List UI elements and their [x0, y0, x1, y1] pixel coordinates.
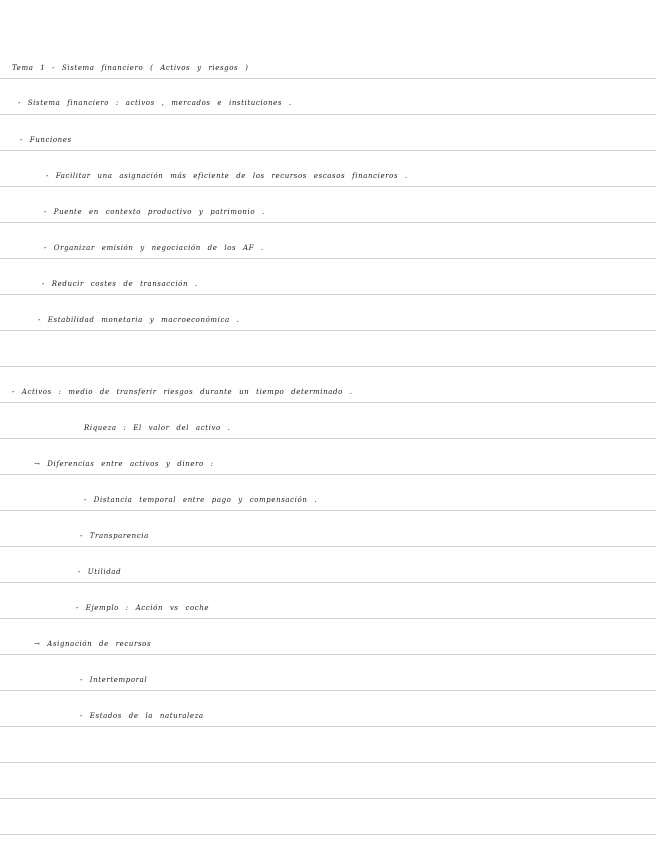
- ruled-line: [0, 438, 656, 439]
- note-line: → Asignación de recursos: [34, 640, 152, 648]
- ruled-line: [0, 798, 656, 799]
- ruled-line: [0, 474, 656, 475]
- note-line: Riqueza : El valor del activo .: [84, 424, 231, 432]
- ruled-line: [0, 762, 656, 763]
- ruled-line: [0, 510, 656, 511]
- note-line: - Organizar emisión y negociación de los AF .: [44, 244, 264, 252]
- note-line: - Intertemporal: [80, 676, 148, 684]
- ruled-line: [0, 582, 656, 583]
- ruled-line: [0, 186, 656, 187]
- heading-tema-1: Tema 1 - Sistema financiero ( Activos y riesgos ): [12, 64, 249, 72]
- note-line: - Utilidad: [78, 568, 122, 576]
- note-line: - Estabilidad monetaria y macroeconómica .: [38, 316, 240, 324]
- ruled-line: [0, 258, 656, 259]
- note-line: - Transparencia: [80, 532, 149, 540]
- note-line: - Sistema financiero : activos , mercados e instituciones .: [18, 99, 292, 107]
- ruled-line: [0, 618, 656, 619]
- ruled-line: [0, 834, 656, 835]
- ruled-line: [0, 222, 656, 223]
- ruled-line: [0, 78, 656, 79]
- ruled-line: [0, 654, 656, 655]
- ruled-line: [0, 294, 656, 295]
- ruled-line: [0, 150, 656, 151]
- ruled-line: [0, 366, 656, 367]
- ruled-line: [0, 402, 656, 403]
- ruled-line: [0, 690, 656, 691]
- note-line: - Facilitar una asignación más eficiente de los recursos escasos financieros .: [46, 172, 408, 180]
- note-line: - Reducir costes de transacción .: [42, 280, 198, 288]
- ruled-line: [0, 330, 656, 331]
- ruled-line: [0, 114, 656, 115]
- ruled-line: [0, 726, 656, 727]
- note-line: - Puente en contexto productivo y patrimonio .: [44, 208, 265, 216]
- note-line: - Estados de la naturaleza: [80, 712, 204, 720]
- note-line: - Activos : medio de transferir riesgos durante un tiempo determinado .: [12, 388, 353, 396]
- ruled-line: [0, 546, 656, 547]
- note-line: - Funciones: [20, 136, 72, 144]
- note-line: - Distancia temporal entre pago y compensación .: [84, 496, 318, 504]
- note-line: → Diferencias entre activos y dinero :: [34, 460, 214, 468]
- note-line: - Ejemplo : Acción vs coche: [76, 604, 210, 612]
